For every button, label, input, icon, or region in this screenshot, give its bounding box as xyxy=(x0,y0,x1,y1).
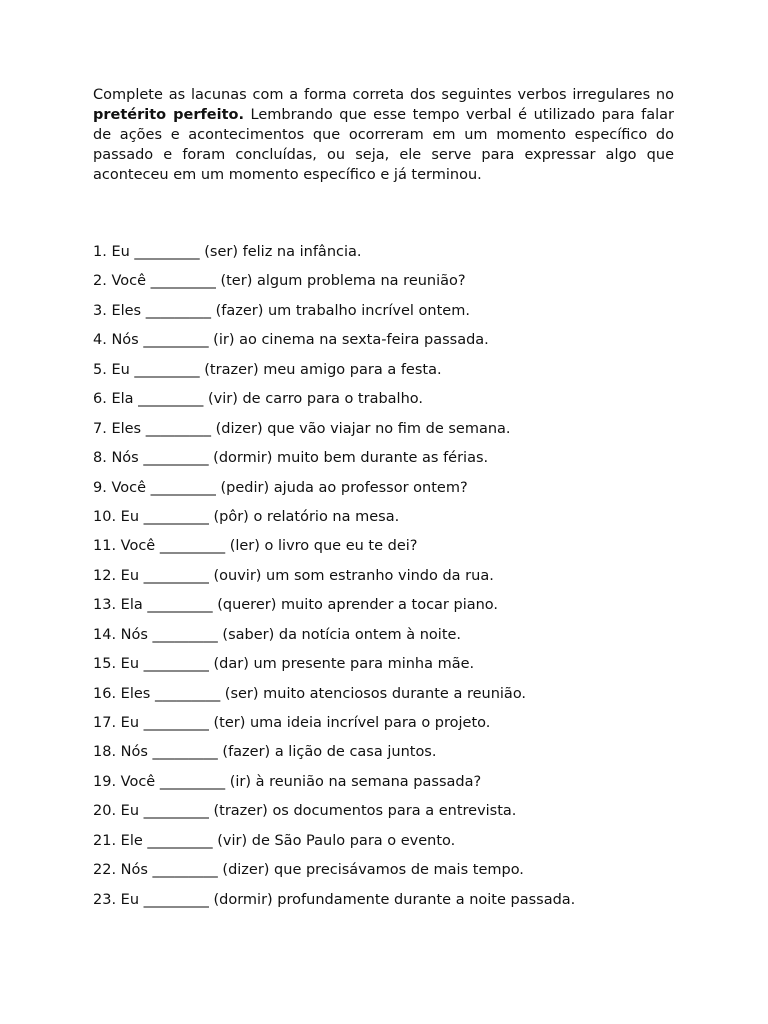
exercise-item: 6. Ela _________ (vir) de carro para o trabalho. xyxy=(93,391,423,408)
exercise-item: 12. Eu _________ (ouvir) um som estranho vindo da rua. xyxy=(93,567,494,584)
exercise-item: 11. Você _________ (ler) o livro que eu te dei? xyxy=(93,538,418,555)
exercise-item: 13. Ela _________ (querer) muito aprender a tocar piano. xyxy=(93,597,499,614)
exercise-item: 7. Eles _________ (dizer) que vão viajar no fim de semana. xyxy=(93,420,511,437)
exercise-item: 5. Eu _________ (trazer) meu amigo para a festa. xyxy=(93,361,442,378)
exercise-item: 9. Você _________ (pedir) ajuda ao professor ontem? xyxy=(93,479,468,496)
exercise-item: 19. Você _________ (ir) à reunião na semana passada? xyxy=(93,773,482,790)
exercise-item: 18. Nós _________ (fazer) a lição de casa juntos. xyxy=(93,744,437,761)
exercise-item: 16. Eles _________ (ser) muito atenciosos durante a reunião. xyxy=(93,685,527,702)
exercise-item: 22. Nós _________ (dizer) que precisávamos de mais tempo. xyxy=(93,862,524,879)
exercise-item: 10. Eu _________ (pôr) o relatório na mesa. xyxy=(93,508,400,525)
instructions-text-start: Complete as lacunas com a forma correta dos seguintes verbos irregulares no xyxy=(93,87,674,103)
instructions-paragraph xyxy=(93,85,674,185)
exercise-item: 20. Eu _________ (trazer) os documentos para a entrevista. xyxy=(93,803,517,820)
exercise-item: 17. Eu _________ (ter) uma ideia incrível para o projeto. xyxy=(93,715,491,731)
instructions-text-end: Lembrando que esse tempo verbal é utilizado para falar de ações e acontecimentos que ocorreram em um momento específico do passado e foram concluídas, ou seja, ele serve para expressar algo que aconteceu em um momento específico e já terminou. xyxy=(93,107,675,183)
exercise-item: 4. Nós _________ (ir) ao cinema na sexta-feira passada. xyxy=(93,332,489,349)
exercise-item: 14. Nós _________ (saber) da notícia ontem à noite. xyxy=(93,626,462,643)
exercise-item: 1. Eu _________ (ser) feliz na infância. xyxy=(93,244,362,260)
exercise-list xyxy=(93,242,674,919)
exercise-item: 3. Eles _________ (fazer) um trabalho incrível ontem. xyxy=(93,302,470,319)
exercise-item: 15. Eu _________ (dar) um presente para minha mãe. xyxy=(93,656,475,673)
exercise-item: 21. Ele _________ (vir) de São Paulo para o evento. xyxy=(93,832,456,849)
document-page xyxy=(93,85,675,908)
exercise-item: 8. Nós _________ (dormir) muito bem durante as férias. xyxy=(93,450,489,467)
instructions-bold-term: pretérito perfeito. xyxy=(93,107,245,123)
exercise-item: 2. Você _________ (ter) algum problema na reunião? xyxy=(93,273,466,290)
exercise-item: 23. Eu _________ (dormir) profundamente durante a noite passada. xyxy=(93,891,576,908)
